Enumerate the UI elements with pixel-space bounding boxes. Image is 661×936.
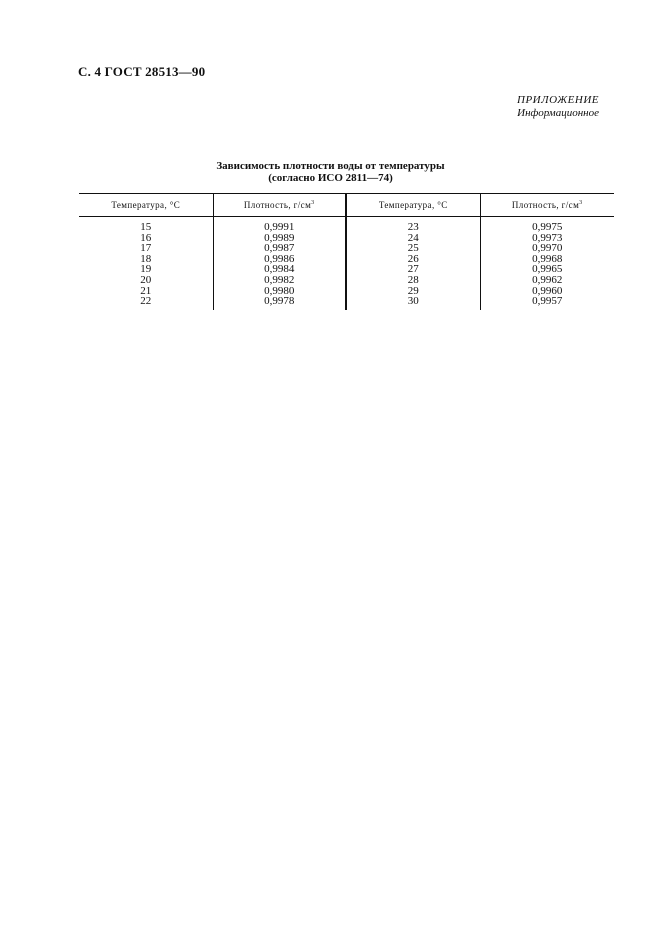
header-density-left-exp: 3 — [311, 200, 315, 206]
table-row — [79, 275, 614, 286]
cell-density: 0,9978 — [213, 296, 346, 310]
cell-density: 0,9975 — [480, 217, 614, 233]
header-density-right — [480, 194, 614, 217]
cell-density: 0,9962 — [480, 275, 614, 286]
cell-density: 0,9987 — [213, 243, 346, 254]
cell-temperature: 17 — [140, 242, 152, 255]
cell-temperature: 30 — [346, 296, 480, 310]
header-temperature-right: Температура, °С — [346, 194, 480, 217]
cell-density: 0,9989 — [213, 233, 346, 244]
table-caption — [0, 160, 661, 184]
cell-density: 0,9957 — [480, 296, 614, 310]
cell-temperature: 21 — [140, 284, 152, 297]
appendix-label: ПРИЛОЖЕНИЕ — [517, 94, 599, 106]
cell-temperature: 18 — [140, 252, 152, 265]
cell-density: 0,9991 — [213, 217, 346, 233]
cell-density: 0,9968 — [480, 254, 614, 265]
cell-density: 0,9984 — [213, 264, 346, 275]
table-header-row — [79, 194, 614, 217]
header-temperature-left: Температура, °С — [79, 194, 213, 217]
appendix-type: Информационное — [517, 107, 599, 119]
header-density-right-text: Плотность, г/см — [511, 200, 580, 210]
cell-temperature: 26 — [346, 254, 480, 265]
header-density-right-exp: 3 — [579, 200, 583, 206]
header-density-left-text: Плотность, г/см — [243, 200, 312, 210]
cell-density: 0,9960 — [480, 286, 614, 297]
table-row — [79, 217, 614, 233]
table-row — [79, 296, 614, 310]
cell-temperature: 16 — [140, 231, 152, 244]
table-title: Зависимость плотности воды от температуры — [216, 160, 445, 172]
cell-density: 0,9970 — [480, 243, 614, 254]
cell-temperature: 27 — [346, 264, 480, 275]
page-header: С. 4 ГОСТ 28513—90 — [78, 64, 206, 79]
cell-density: 0,9973 — [480, 233, 614, 244]
cell-temperature: 29 — [346, 286, 480, 297]
cell-temperature: 19 — [140, 263, 152, 276]
density-table — [79, 193, 614, 310]
cell-temperature: 15 — [140, 221, 152, 233]
cell-density: 0,9982 — [213, 275, 346, 286]
cell-temperature: 24 — [346, 233, 480, 244]
cell-density: 0,9986 — [213, 254, 346, 265]
cell-temperature: 25 — [346, 243, 480, 254]
cell-temperature: 28 — [346, 275, 480, 286]
cell-temperature: 22 — [140, 295, 152, 308]
header-density-left — [213, 194, 346, 217]
cell-density: 0,9980 — [213, 286, 346, 297]
appendix-block — [517, 94, 599, 120]
cell-temperature: 23 — [346, 217, 480, 233]
table-subtitle: (согласно ИСО 2811—74) — [268, 172, 393, 184]
cell-temperature: 20 — [140, 273, 152, 286]
cell-density: 0,9965 — [480, 264, 614, 275]
